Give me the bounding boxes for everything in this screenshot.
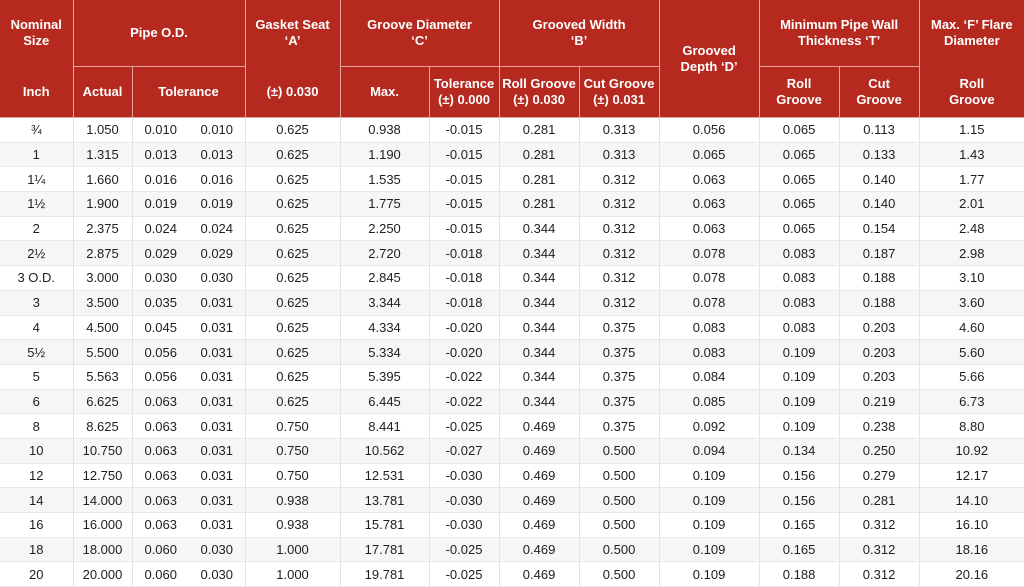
width-roll-groove-cell: 0.469 xyxy=(499,562,579,587)
od-tolerance-plus-cell: 0.063 xyxy=(132,414,189,439)
width-cut-groove-cell: 0.312 xyxy=(579,290,659,315)
od-actual-cell: 10.750 xyxy=(73,438,132,463)
table-row xyxy=(0,513,1024,538)
grooved-depth-cell: 0.065 xyxy=(659,142,759,167)
groove-diameter-max-cell: 6.445 xyxy=(340,389,429,414)
width-cut-groove-cell: 0.500 xyxy=(579,438,659,463)
groove-diameter-tolerance-cell: -0.020 xyxy=(429,315,499,340)
grooved-depth-cell: 0.109 xyxy=(659,537,759,562)
width-roll-groove-cell: 0.344 xyxy=(499,315,579,340)
table-row xyxy=(0,537,1024,562)
grooved-depth-cell: 0.109 xyxy=(659,513,759,538)
nominal-size-cell: 16 xyxy=(0,513,73,538)
gasket-seat-cell: 0.625 xyxy=(245,389,340,414)
header-groove-max: Max. xyxy=(340,67,429,118)
grooved-depth-cell: 0.083 xyxy=(659,340,759,365)
width-cut-groove-cell: 0.375 xyxy=(579,414,659,439)
od-tolerance-plus-cell: 0.060 xyxy=(132,537,189,562)
wall-roll-groove-cell: 0.065 xyxy=(759,216,839,241)
od-actual-cell: 3.500 xyxy=(73,290,132,315)
gasket-seat-cell: 0.625 xyxy=(245,142,340,167)
groove-diameter-max-cell: 1.190 xyxy=(340,142,429,167)
nominal-size-cell: 18 xyxy=(0,537,73,562)
groove-diameter-max-cell: 10.562 xyxy=(340,438,429,463)
groove-diameter-max-cell: 8.441 xyxy=(340,414,429,439)
nominal-size-cell: 3 xyxy=(0,290,73,315)
od-tolerance-minus-cell: 0.030 xyxy=(189,562,245,587)
od-tolerance-plus-cell: 0.019 xyxy=(132,192,189,217)
od-tolerance-minus-cell: 0.031 xyxy=(189,364,245,389)
table-row xyxy=(0,142,1024,167)
width-roll-groove-cell: 0.344 xyxy=(499,216,579,241)
groove-diameter-max-cell: 15.781 xyxy=(340,513,429,538)
gasket-seat-cell: 1.000 xyxy=(245,537,340,562)
header-pipe-od: Pipe O.D. xyxy=(73,0,245,67)
width-cut-groove-cell: 0.375 xyxy=(579,315,659,340)
grooved-depth-cell: 0.078 xyxy=(659,266,759,291)
grooved-depth-cell: 0.063 xyxy=(659,167,759,192)
nominal-size-cell: 4 xyxy=(0,315,73,340)
groove-diameter-tolerance-cell: -0.018 xyxy=(429,290,499,315)
header-grooved-depth: Grooved Depth ‘D’ xyxy=(659,0,759,118)
wall-cut-groove-cell: 0.188 xyxy=(839,266,919,291)
od-tolerance-plus-cell: 0.063 xyxy=(132,488,189,513)
od-actual-cell: 5.500 xyxy=(73,340,132,365)
flare-diameter-cell: 2.98 xyxy=(919,241,1024,266)
width-roll-groove-cell: 0.344 xyxy=(499,290,579,315)
nominal-size-cell: 20 xyxy=(0,562,73,587)
groove-diameter-max-cell: 17.781 xyxy=(340,537,429,562)
flare-diameter-cell: 10.92 xyxy=(919,438,1024,463)
wall-cut-groove-cell: 0.140 xyxy=(839,192,919,217)
flare-diameter-cell: 1.77 xyxy=(919,167,1024,192)
flare-diameter-cell: 3.10 xyxy=(919,266,1024,291)
table-body xyxy=(0,118,1024,587)
table-row xyxy=(0,414,1024,439)
od-actual-cell: 8.625 xyxy=(73,414,132,439)
nominal-size-cell: 5 xyxy=(0,364,73,389)
width-roll-groove-cell: 0.281 xyxy=(499,192,579,217)
wall-roll-groove-cell: 0.083 xyxy=(759,266,839,291)
od-tolerance-minus-cell: 0.010 xyxy=(189,118,245,143)
gasket-seat-cell: 0.938 xyxy=(245,488,340,513)
groove-diameter-max-cell: 19.781 xyxy=(340,562,429,587)
groove-diameter-max-cell: 12.531 xyxy=(340,463,429,488)
groove-diameter-tolerance-cell: -0.018 xyxy=(429,266,499,291)
od-tolerance-minus-cell: 0.031 xyxy=(189,513,245,538)
wall-roll-groove-cell: 0.083 xyxy=(759,315,839,340)
groove-diameter-tolerance-cell: -0.030 xyxy=(429,463,499,488)
header-gasket-tolerance: (±) 0.030 xyxy=(245,67,340,118)
od-tolerance-minus-cell: 0.031 xyxy=(189,414,245,439)
gasket-seat-cell: 0.750 xyxy=(245,438,340,463)
od-actual-cell: 20.000 xyxy=(73,562,132,587)
od-actual-cell: 2.875 xyxy=(73,241,132,266)
width-cut-groove-cell: 0.312 xyxy=(579,241,659,266)
width-roll-groove-cell: 0.344 xyxy=(499,241,579,266)
wall-cut-groove-cell: 0.238 xyxy=(839,414,919,439)
wall-cut-groove-cell: 0.154 xyxy=(839,216,919,241)
grooved-depth-cell: 0.084 xyxy=(659,364,759,389)
flare-diameter-cell: 2.01 xyxy=(919,192,1024,217)
width-roll-groove-cell: 0.469 xyxy=(499,513,579,538)
grooved-depth-cell: 0.083 xyxy=(659,315,759,340)
groove-diameter-max-cell: 2.845 xyxy=(340,266,429,291)
grooved-depth-cell: 0.063 xyxy=(659,216,759,241)
gasket-seat-cell: 0.625 xyxy=(245,216,340,241)
wall-cut-groove-cell: 0.312 xyxy=(839,537,919,562)
groove-diameter-tolerance-cell: -0.025 xyxy=(429,414,499,439)
groove-diameter-max-cell: 0.938 xyxy=(340,118,429,143)
table-row xyxy=(0,315,1024,340)
header-min-wall-thickness: Minimum Pipe Wall Thickness ‘T’ xyxy=(759,0,919,67)
header-pipe-od-tolerance: Tolerance xyxy=(132,67,245,118)
groove-diameter-tolerance-cell: -0.015 xyxy=(429,192,499,217)
od-tolerance-minus-cell: 0.013 xyxy=(189,142,245,167)
width-cut-groove-cell: 0.500 xyxy=(579,513,659,538)
wall-roll-groove-cell: 0.065 xyxy=(759,142,839,167)
nominal-size-cell: 14 xyxy=(0,488,73,513)
width-cut-groove-cell: 0.500 xyxy=(579,562,659,587)
od-tolerance-plus-cell: 0.016 xyxy=(132,167,189,192)
wall-roll-groove-cell: 0.165 xyxy=(759,513,839,538)
groove-diameter-tolerance-cell: -0.025 xyxy=(429,562,499,587)
header-wall-cut-groove: Cut Groove xyxy=(839,67,919,118)
groove-diameter-max-cell: 1.535 xyxy=(340,167,429,192)
width-cut-groove-cell: 0.500 xyxy=(579,488,659,513)
nominal-size-cell: ¾ xyxy=(0,118,73,143)
grooved-depth-cell: 0.063 xyxy=(659,192,759,217)
header-max-flare-diameter: Max. ‘F’ Flare Diameter xyxy=(919,0,1024,67)
gasket-seat-cell: 0.938 xyxy=(245,513,340,538)
od-tolerance-plus-cell: 0.010 xyxy=(132,118,189,143)
od-actual-cell: 18.000 xyxy=(73,537,132,562)
od-tolerance-plus-cell: 0.045 xyxy=(132,315,189,340)
wall-cut-groove-cell: 0.281 xyxy=(839,488,919,513)
od-actual-cell: 1.660 xyxy=(73,167,132,192)
od-tolerance-minus-cell: 0.030 xyxy=(189,537,245,562)
wall-roll-groove-cell: 0.156 xyxy=(759,463,839,488)
grooved-depth-cell: 0.092 xyxy=(659,414,759,439)
groove-diameter-tolerance-cell: -0.018 xyxy=(429,241,499,266)
od-tolerance-plus-cell: 0.029 xyxy=(132,241,189,266)
grooved-depth-cell: 0.078 xyxy=(659,241,759,266)
width-roll-groove-cell: 0.344 xyxy=(499,340,579,365)
wall-roll-groove-cell: 0.156 xyxy=(759,488,839,513)
od-tolerance-minus-cell: 0.031 xyxy=(189,389,245,414)
od-tolerance-minus-cell: 0.031 xyxy=(189,290,245,315)
groove-diameter-tolerance-cell: -0.027 xyxy=(429,438,499,463)
wall-cut-groove-cell: 0.279 xyxy=(839,463,919,488)
header-flare-roll-groove: Roll Groove xyxy=(919,67,1024,118)
table-row xyxy=(0,241,1024,266)
od-tolerance-minus-cell: 0.031 xyxy=(189,315,245,340)
table-row xyxy=(0,167,1024,192)
header-width-roll-groove: Roll Groove (±) 0.030 xyxy=(499,67,579,118)
groove-diameter-max-cell: 1.775 xyxy=(340,192,429,217)
width-cut-groove-cell: 0.375 xyxy=(579,364,659,389)
groove-diameter-tolerance-cell: -0.022 xyxy=(429,389,499,414)
gasket-seat-cell: 0.625 xyxy=(245,315,340,340)
grooved-depth-cell: 0.056 xyxy=(659,118,759,143)
flare-diameter-cell: 20.16 xyxy=(919,562,1024,587)
wall-roll-groove-cell: 0.109 xyxy=(759,414,839,439)
flare-diameter-cell: 3.60 xyxy=(919,290,1024,315)
od-tolerance-plus-cell: 0.063 xyxy=(132,513,189,538)
flare-diameter-cell: 14.10 xyxy=(919,488,1024,513)
gasket-seat-cell: 0.750 xyxy=(245,414,340,439)
width-roll-groove-cell: 0.281 xyxy=(499,142,579,167)
nominal-size-cell: 10 xyxy=(0,438,73,463)
header-wall-roll-groove: Roll Groove xyxy=(759,67,839,118)
groove-diameter-max-cell: 2.250 xyxy=(340,216,429,241)
od-tolerance-plus-cell: 0.035 xyxy=(132,290,189,315)
od-tolerance-plus-cell: 0.024 xyxy=(132,216,189,241)
gasket-seat-cell: 0.625 xyxy=(245,192,340,217)
width-cut-groove-cell: 0.312 xyxy=(579,216,659,241)
groove-diameter-tolerance-cell: -0.015 xyxy=(429,167,499,192)
groove-diameter-tolerance-cell: -0.015 xyxy=(429,118,499,143)
table-row xyxy=(0,290,1024,315)
od-tolerance-plus-cell: 0.063 xyxy=(132,389,189,414)
wall-cut-groove-cell: 0.133 xyxy=(839,142,919,167)
gasket-seat-cell: 0.625 xyxy=(245,167,340,192)
wall-cut-groove-cell: 0.203 xyxy=(839,340,919,365)
width-roll-groove-cell: 0.469 xyxy=(499,537,579,562)
wall-roll-groove-cell: 0.083 xyxy=(759,241,839,266)
groove-diameter-tolerance-cell: -0.030 xyxy=(429,513,499,538)
table-row xyxy=(0,118,1024,143)
wall-cut-groove-cell: 0.312 xyxy=(839,513,919,538)
width-roll-groove-cell: 0.469 xyxy=(499,488,579,513)
header-grooved-width: Grooved Width ‘B’ xyxy=(499,0,659,67)
groove-diameter-tolerance-cell: -0.022 xyxy=(429,364,499,389)
table-row xyxy=(0,562,1024,587)
nominal-size-cell: 5½ xyxy=(0,340,73,365)
od-tolerance-minus-cell: 0.031 xyxy=(189,463,245,488)
flare-diameter-cell: 4.60 xyxy=(919,315,1024,340)
wall-cut-groove-cell: 0.312 xyxy=(839,562,919,587)
groove-diameter-max-cell: 2.720 xyxy=(340,241,429,266)
od-tolerance-plus-cell: 0.056 xyxy=(132,364,189,389)
groove-diameter-max-cell: 4.334 xyxy=(340,315,429,340)
od-actual-cell: 2.375 xyxy=(73,216,132,241)
od-actual-cell: 1.315 xyxy=(73,142,132,167)
od-tolerance-plus-cell: 0.056 xyxy=(132,340,189,365)
header-groove-diameter-tolerance: Tolerance (±) 0.000 xyxy=(429,67,499,118)
width-roll-groove-cell: 0.344 xyxy=(499,364,579,389)
flare-diameter-cell: 12.17 xyxy=(919,463,1024,488)
wall-cut-groove-cell: 0.113 xyxy=(839,118,919,143)
width-roll-groove-cell: 0.281 xyxy=(499,167,579,192)
wall-roll-groove-cell: 0.134 xyxy=(759,438,839,463)
width-cut-groove-cell: 0.313 xyxy=(579,118,659,143)
wall-cut-groove-cell: 0.187 xyxy=(839,241,919,266)
header-width-cut-groove: Cut Groove (±) 0.031 xyxy=(579,67,659,118)
width-roll-groove-cell: 0.281 xyxy=(499,118,579,143)
nominal-size-cell: 2½ xyxy=(0,241,73,266)
groove-diameter-max-cell: 5.395 xyxy=(340,364,429,389)
table-row xyxy=(0,216,1024,241)
od-actual-cell: 4.500 xyxy=(73,315,132,340)
width-roll-groove-cell: 0.469 xyxy=(499,463,579,488)
od-tolerance-plus-cell: 0.063 xyxy=(132,438,189,463)
width-roll-groove-cell: 0.469 xyxy=(499,414,579,439)
width-cut-groove-cell: 0.312 xyxy=(579,266,659,291)
wall-roll-groove-cell: 0.188 xyxy=(759,562,839,587)
header-gasket-seat: Gasket Seat ‘A’ xyxy=(245,0,340,67)
od-tolerance-minus-cell: 0.024 xyxy=(189,216,245,241)
grooved-depth-cell: 0.109 xyxy=(659,463,759,488)
table-row xyxy=(0,389,1024,414)
od-actual-cell: 3.000 xyxy=(73,266,132,291)
flare-diameter-cell: 6.73 xyxy=(919,389,1024,414)
od-actual-cell: 14.000 xyxy=(73,488,132,513)
flare-diameter-cell: 2.48 xyxy=(919,216,1024,241)
od-tolerance-minus-cell: 0.031 xyxy=(189,340,245,365)
width-roll-groove-cell: 0.344 xyxy=(499,389,579,414)
width-cut-groove-cell: 0.312 xyxy=(579,167,659,192)
table-header xyxy=(0,0,1024,118)
wall-cut-groove-cell: 0.203 xyxy=(839,315,919,340)
od-tolerance-plus-cell: 0.063 xyxy=(132,463,189,488)
width-cut-groove-cell: 0.313 xyxy=(579,142,659,167)
gasket-seat-cell: 0.625 xyxy=(245,241,340,266)
groove-diameter-tolerance-cell: -0.015 xyxy=(429,142,499,167)
wall-cut-groove-cell: 0.250 xyxy=(839,438,919,463)
table-row xyxy=(0,463,1024,488)
gasket-seat-cell: 0.625 xyxy=(245,364,340,389)
width-cut-groove-cell: 0.375 xyxy=(579,389,659,414)
wall-cut-groove-cell: 0.203 xyxy=(839,364,919,389)
width-roll-groove-cell: 0.344 xyxy=(499,266,579,291)
wall-cut-groove-cell: 0.188 xyxy=(839,290,919,315)
nominal-size-cell: 3 O.D. xyxy=(0,266,73,291)
od-actual-cell: 6.625 xyxy=(73,389,132,414)
nominal-size-cell: 6 xyxy=(0,389,73,414)
width-roll-groove-cell: 0.469 xyxy=(499,438,579,463)
gasket-seat-cell: 0.625 xyxy=(245,266,340,291)
od-actual-cell: 5.563 xyxy=(73,364,132,389)
od-actual-cell: 12.750 xyxy=(73,463,132,488)
table-row xyxy=(0,488,1024,513)
wall-cut-groove-cell: 0.140 xyxy=(839,167,919,192)
wall-cut-groove-cell: 0.219 xyxy=(839,389,919,414)
od-tolerance-minus-cell: 0.029 xyxy=(189,241,245,266)
nominal-size-cell: 2 xyxy=(0,216,73,241)
flare-diameter-cell: 8.80 xyxy=(919,414,1024,439)
od-actual-cell: 1.050 xyxy=(73,118,132,143)
grooved-depth-cell: 0.078 xyxy=(659,290,759,315)
od-tolerance-minus-cell: 0.016 xyxy=(189,167,245,192)
gasket-seat-cell: 0.625 xyxy=(245,290,340,315)
flare-diameter-cell: 1.43 xyxy=(919,142,1024,167)
table-row xyxy=(0,364,1024,389)
header-groove-diameter: Groove Diameter ‘C’ xyxy=(340,0,499,67)
od-tolerance-plus-cell: 0.013 xyxy=(132,142,189,167)
header-inch: Inch xyxy=(0,67,73,118)
width-cut-groove-cell: 0.500 xyxy=(579,463,659,488)
groove-diameter-max-cell: 13.781 xyxy=(340,488,429,513)
groove-diameter-tolerance-cell: -0.015 xyxy=(429,216,499,241)
table-row xyxy=(0,340,1024,365)
gasket-seat-cell: 0.750 xyxy=(245,463,340,488)
nominal-size-cell: 1¼ xyxy=(0,167,73,192)
header-nominal-size: Nominal Size xyxy=(0,0,73,67)
wall-roll-groove-cell: 0.109 xyxy=(759,364,839,389)
gasket-seat-cell: 0.625 xyxy=(245,118,340,143)
od-actual-cell: 1.900 xyxy=(73,192,132,217)
od-tolerance-plus-cell: 0.060 xyxy=(132,562,189,587)
flare-diameter-cell: 5.66 xyxy=(919,364,1024,389)
grooved-depth-cell: 0.109 xyxy=(659,488,759,513)
od-tolerance-minus-cell: 0.031 xyxy=(189,438,245,463)
grooved-depth-cell: 0.085 xyxy=(659,389,759,414)
nominal-size-cell: 1½ xyxy=(0,192,73,217)
nominal-size-cell: 12 xyxy=(0,463,73,488)
od-actual-cell: 16.000 xyxy=(73,513,132,538)
nominal-size-cell: 1 xyxy=(0,142,73,167)
grooved-depth-cell: 0.109 xyxy=(659,562,759,587)
groove-diameter-tolerance-cell: -0.025 xyxy=(429,537,499,562)
groove-diameter-tolerance-cell: -0.030 xyxy=(429,488,499,513)
header-actual: Actual xyxy=(73,67,132,118)
gasket-seat-cell: 0.625 xyxy=(245,340,340,365)
table-row xyxy=(0,266,1024,291)
flare-diameter-cell: 5.60 xyxy=(919,340,1024,365)
od-tolerance-minus-cell: 0.031 xyxy=(189,488,245,513)
grooved-depth-cell: 0.094 xyxy=(659,438,759,463)
groove-diameter-max-cell: 3.344 xyxy=(340,290,429,315)
gasket-seat-cell: 1.000 xyxy=(245,562,340,587)
od-tolerance-plus-cell: 0.030 xyxy=(132,266,189,291)
wall-roll-groove-cell: 0.109 xyxy=(759,340,839,365)
width-cut-groove-cell: 0.500 xyxy=(579,537,659,562)
flare-diameter-cell: 18.16 xyxy=(919,537,1024,562)
nominal-size-cell: 8 xyxy=(0,414,73,439)
wall-roll-groove-cell: 0.065 xyxy=(759,192,839,217)
wall-roll-groove-cell: 0.165 xyxy=(759,537,839,562)
wall-roll-groove-cell: 0.109 xyxy=(759,389,839,414)
od-tolerance-minus-cell: 0.019 xyxy=(189,192,245,217)
width-cut-groove-cell: 0.375 xyxy=(579,340,659,365)
wall-roll-groove-cell: 0.065 xyxy=(759,118,839,143)
flare-diameter-cell: 1.15 xyxy=(919,118,1024,143)
width-cut-groove-cell: 0.312 xyxy=(579,192,659,217)
groove-diameter-tolerance-cell: -0.020 xyxy=(429,340,499,365)
table-row xyxy=(0,192,1024,217)
groove-diameter-max-cell: 5.334 xyxy=(340,340,429,365)
wall-roll-groove-cell: 0.083 xyxy=(759,290,839,315)
od-tolerance-minus-cell: 0.030 xyxy=(189,266,245,291)
wall-roll-groove-cell: 0.065 xyxy=(759,167,839,192)
flare-diameter-cell: 16.10 xyxy=(919,513,1024,538)
table-row xyxy=(0,438,1024,463)
